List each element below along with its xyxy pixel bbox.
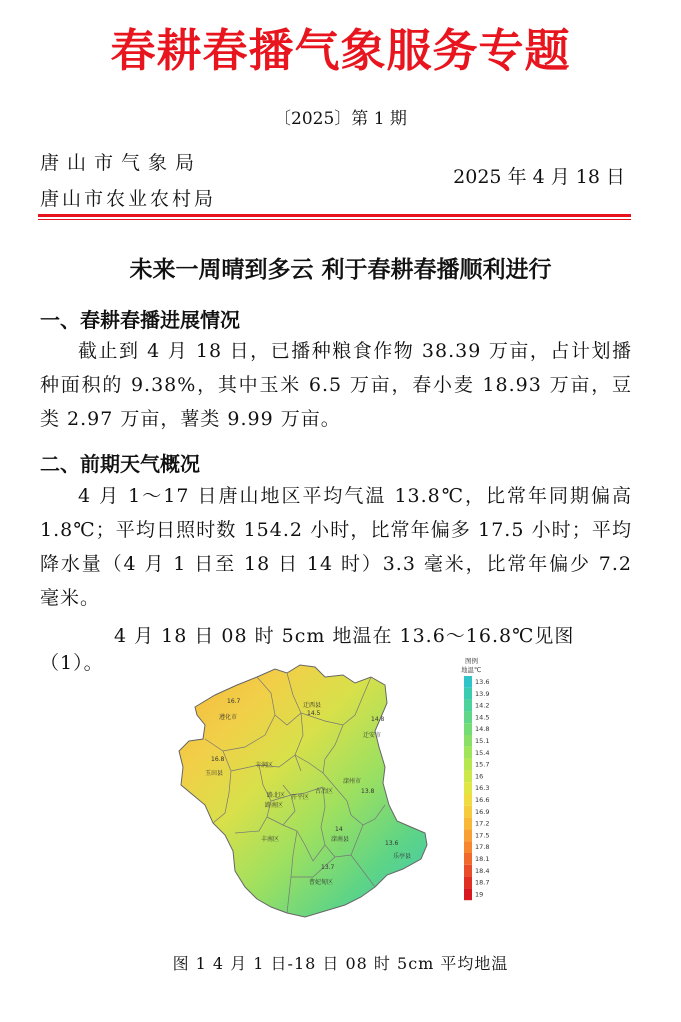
map-label-yutian: 玉田县 <box>205 770 224 777</box>
map-label-lunan: 路南区 <box>265 802 284 809</box>
legend-swatch <box>464 688 472 700</box>
legend-swatch <box>464 829 472 841</box>
map-label-guye: 古冶区 <box>315 788 334 795</box>
legend-title: 图例 <box>465 657 478 665</box>
legend-swatch <box>464 818 472 830</box>
map-label-caofeidian: 曹妃甸区 <box>309 879 334 886</box>
legend-swatch <box>464 700 472 712</box>
legend-value: 15.7 <box>475 760 490 769</box>
map-label-lubei: 路北区 <box>267 792 286 799</box>
map-svg <box>175 655 505 925</box>
legend-value: 17.5 <box>475 831 490 840</box>
legend-value: 13.9 <box>475 689 490 698</box>
legend-value: 19 <box>475 890 484 899</box>
issuing-org-1: 唐山市气象局 <box>40 152 203 174</box>
map-value-laoting: 13.6 <box>385 840 399 847</box>
legend-value: 15.4 <box>475 748 490 757</box>
legend-swatch <box>464 747 472 759</box>
legend-value: 14.2 <box>475 701 490 710</box>
header-divider-thin <box>38 219 631 220</box>
legend-value: 18.1 <box>475 855 490 863</box>
figure-caption: 图 1 4 月 1 日-18 日 08 时 5cm 平均地温 <box>172 954 509 973</box>
legend-value: 17.2 <box>475 819 490 828</box>
legend-swatch <box>464 770 472 782</box>
section-2-figure-reference: 4 月 18 日 08 时 5cm 地温在 13.6～16.8℃见图（1）。 <box>40 625 575 674</box>
issuing-org-2: 唐山市农业农村局 <box>40 188 217 210</box>
map-value-luannan: 14 <box>335 826 343 833</box>
map-value-qianan: 14.8 <box>371 716 385 723</box>
map-label-laoting: 乐亭县 <box>393 853 412 860</box>
article-headline: 未来一周晴到多云 利于春耕春播顺利进行 <box>129 257 552 283</box>
map-value-qianxi: 14.5 <box>307 710 321 717</box>
legend-value: 16.9 <box>475 807 490 816</box>
section-1-heading: 一、春耕春播进展情况 <box>40 308 240 332</box>
map-label-qianxi: 迁西县 <box>303 702 322 709</box>
map-legend <box>461 656 489 900</box>
issue-date: 2025 年 4 月 18 日 <box>453 166 625 188</box>
legend-value: 18.4 <box>475 866 490 875</box>
legend-value: 14.8 <box>475 725 490 734</box>
section-2-paragraph: 4 月 1～17 日唐山地区平均气温 13.8℃，比常年同期偏高 1.8℃；平均日照时数 154.2 小时，比常年偏多 17.5 小时；平均降水量（4 月 1 日至 18 日 14 时）3.3 毫米，比常年偏少 7.2 毫米。 <box>40 485 632 609</box>
legend-swatch <box>464 759 472 771</box>
document-title: 春耕春播气象服务专题 <box>110 24 571 77</box>
map-label-luanzhou: 滦州市 <box>343 778 362 785</box>
legend-swatch <box>464 794 472 806</box>
legend-unit: 地温℃ <box>461 666 482 674</box>
map-label-qianan: 迁安市 <box>363 732 382 739</box>
issue-number: 〔2025〕第 1 期 <box>274 109 407 129</box>
section-2-heading: 二、前期天气概况 <box>40 452 200 476</box>
legend-swatch <box>464 782 472 794</box>
soil-temperature-map <box>175 655 505 925</box>
legend-value: 14.5 <box>475 713 490 722</box>
legend-swatch <box>464 888 472 900</box>
legend-value: 16.6 <box>475 796 490 804</box>
map-label-kaiping: 开平区 <box>291 794 310 801</box>
map-label-fengnan: 丰南区 <box>261 836 280 843</box>
legend-value: 16.3 <box>475 784 490 793</box>
map-value-yutian: 16.8 <box>211 756 225 763</box>
map-label-luannan: 滦南县 <box>331 836 350 843</box>
legend-swatch <box>464 676 472 688</box>
legend-value: 13.6 <box>475 678 490 686</box>
header-divider-thick <box>38 214 631 217</box>
legend-swatch <box>464 711 472 723</box>
section-1-paragraph: 截止到 4 月 18 日，已播种粮食作物 38.39 万亩，占计划播种面积的 9.38%，其中玉米 6.5 万亩，春小麦 18.93 万亩，豆类 2.97 万亩，薯类 9.99 万亩。 <box>40 340 632 430</box>
legend-value: 18.7 <box>475 878 490 887</box>
legend-value: 16 <box>475 772 484 781</box>
legend-value: 15.1 <box>475 737 490 745</box>
map-value-zunhua: 16.7 <box>227 698 241 705</box>
legend-swatch <box>464 723 472 735</box>
map-label-zunhua: 遵化市 <box>219 714 238 721</box>
map-value-luanzhou: 13.8 <box>361 788 375 795</box>
legend-value: 17.8 <box>475 843 490 852</box>
map-value-caofeidian: 13.7 <box>321 864 335 871</box>
legend-swatch <box>464 877 472 889</box>
legend-swatch <box>464 853 472 865</box>
legend-swatch <box>464 865 472 877</box>
legend-swatch <box>464 806 472 818</box>
legend-swatch <box>464 841 472 853</box>
legend-swatch <box>464 735 472 747</box>
map-label-fengrun: 丰润区 <box>255 762 274 769</box>
